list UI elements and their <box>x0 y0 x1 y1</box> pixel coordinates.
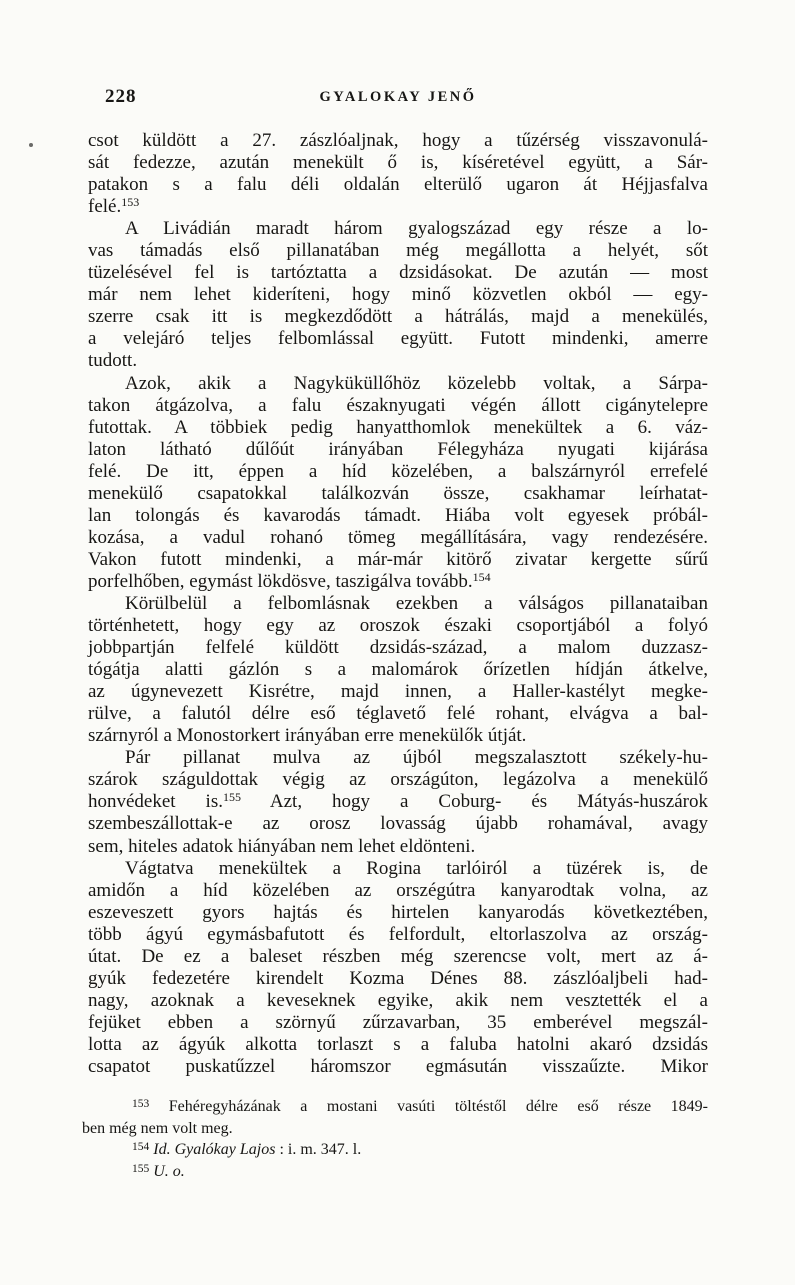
text-line <box>88 946 708 968</box>
footnote-ref: 154 <box>132 1141 150 1153</box>
text-run: fejüket ebben a szörnyű zűrzavarban, 35 emberével megszál- <box>88 1011 708 1033</box>
text-line <box>88 461 708 483</box>
page-header <box>88 86 708 110</box>
text-run: : i. m. 347. l. <box>275 1141 362 1158</box>
text-line <box>88 152 708 174</box>
text-line <box>88 880 708 902</box>
paragraph <box>82 1161 708 1183</box>
text-line <box>88 637 708 659</box>
text-line <box>88 858 708 880</box>
paragraph <box>88 130 708 218</box>
text-line <box>88 681 708 703</box>
paragraph <box>82 1139 708 1161</box>
text-run: szárnyról a Monostorkert irányában erre menekülők útját. <box>88 725 527 747</box>
text-line <box>88 262 708 284</box>
text-run: porfelhőben, egymást lökdösve, taszigálva tovább. <box>88 570 473 592</box>
text-line <box>88 1056 708 1078</box>
text-line <box>88 240 708 262</box>
text-run: tüzelésével fel is tartóztatta a dzsidásokat. De azután — most <box>88 262 708 284</box>
text-line <box>88 196 708 218</box>
text-run: sem, hiteles adatok hiányában nem lehet eldönteni. <box>88 835 476 857</box>
text-line <box>88 836 708 858</box>
text-line <box>88 593 708 615</box>
text-run: vas támadás első pillanatában még megállotta a helyét, sőt <box>88 240 708 262</box>
text-run: felé. De itt, éppen a híd közelében, a balszárnyról errefelé <box>88 460 708 482</box>
text-run: Fehéregyházának a mostani vasúti töltéstől délre eső része 1849- <box>149 1098 708 1115</box>
text-line <box>88 483 708 505</box>
text-line <box>82 1118 708 1140</box>
text-run: Pár pillanat mulva az újból megszalasztott székely-hu- <box>125 747 708 769</box>
text-line <box>88 902 708 924</box>
text-run: szárok száguldottak végig az országúton, legázolva a menekülő <box>88 769 708 791</box>
text-line <box>82 1139 708 1161</box>
body-text <box>88 130 708 1078</box>
text-run: felé. <box>88 196 122 218</box>
text-run: amidőn a híd közelében az orszégútra kanyarodtak volna, az <box>88 879 708 901</box>
footnote-ref: 155 <box>132 1162 150 1175</box>
text-run: lotta az ágyúk alkotta torlaszt s a faluba hatolni akaró dzsidás <box>88 1033 708 1055</box>
text-line <box>88 527 708 549</box>
citation-italic: U. o. <box>153 1162 185 1180</box>
text-line <box>88 130 708 152</box>
text-line <box>88 284 708 306</box>
text-run: csapatot puskatűzzel háromszor egmásután visszaűzte. Mikor <box>88 1055 708 1077</box>
text-line <box>88 218 708 240</box>
text-line <box>88 174 708 196</box>
text-run: szembeszállottak-e az orosz lovasság újabb rohamával, avagy <box>88 813 708 835</box>
text-run: Azok, akik a Nagyküküllőhöz közelebb voltak, a Sárpa- <box>125 372 708 394</box>
text-run: szerre csak itt is megkezdődött a hátrálás, majd a menekülés, <box>88 306 708 328</box>
text-run: tógátja alatti gázlón s a malomárok őrízetlen hídján átkelve, <box>88 659 708 681</box>
footnote-ref: 153 <box>121 195 140 210</box>
paragraph <box>82 1096 708 1139</box>
paragraph <box>88 593 708 747</box>
footnotes <box>82 1096 708 1182</box>
text-line <box>88 924 708 946</box>
text-run: takon átgázolva, a falu északnyugati végén állott cigánytelepre <box>88 394 708 416</box>
text-line <box>88 306 708 328</box>
text-run: történhetett, hogy egy az oroszok északi csoportjából a folyó <box>88 615 708 637</box>
text-run: Körülbelül a felbomlásnak ezekben a válságos pillanataiban <box>125 592 708 614</box>
footnote-ref: 154 <box>472 569 491 584</box>
text-run: menekülő csapatokkal találkozván össze, csakhamar leírhatat- <box>88 482 708 504</box>
text-run: csot küldött a 27. zászlóaljnak, hogy a tűzérség visszavonulá- <box>88 130 708 151</box>
text-run: ben még nem volt meg. <box>82 1119 233 1137</box>
paragraph <box>88 373 708 593</box>
text-line <box>88 328 708 350</box>
text-line <box>88 725 708 747</box>
text-run: útat. De ez a baleset részben még szerencse volt, mert az á- <box>88 945 708 967</box>
text-line <box>88 373 708 395</box>
text-run: Azt, hogy a Coburg- és Mátyás-huszárok <box>240 791 708 813</box>
text-run: jobbpartján felfelé küldött dzsidás-század, a malom duzzasz- <box>88 637 708 659</box>
text-run: lan tolongás és kavarodás támadt. Hiába volt egyesek próbál- <box>88 504 708 526</box>
text-run: patakon s a falu déli oldalán elterülő ugaron át Héjjasfalva <box>88 174 708 196</box>
text-line <box>88 439 708 461</box>
text-line <box>88 813 708 835</box>
text-line <box>82 1096 708 1118</box>
footnote-ref: 155 <box>222 790 241 805</box>
page-number: 228 <box>105 86 137 107</box>
text-run: Vágtatva menekültek a Rogina tarlóiról a tüzérek is, de <box>125 857 708 879</box>
text-run: honvédeket is. <box>88 791 223 813</box>
text-run: már nem lehet kideríteni, hogy minő közvetlen okból — egy- <box>88 284 708 306</box>
text-run: Vakon futott mindenki, a már-már kitörő zivatar kergette sűrű <box>88 548 708 570</box>
text-run: az úgynevezett Kisrétre, majd innen, a Haller-kastélyt megke- <box>88 681 708 703</box>
text-line <box>88 1034 708 1056</box>
text-line <box>88 615 708 637</box>
text-run: rülve, a falutól délre eső téglavető felé rohant, elvágva a bal- <box>88 703 708 725</box>
text-line <box>88 659 708 681</box>
text-run: eszeveszett gyors hajtás és hirtelen kanyarodás következtében, <box>88 901 708 923</box>
text-run: tudott. <box>88 350 138 372</box>
text-line <box>88 990 708 1012</box>
text-run: gyúk fedezetére kirendelt Kozma Dénes 88. zászlóaljbeli had- <box>88 967 708 989</box>
text-run: laton látható dűlőút irányában Félegyháza nyugati kijárása <box>88 438 708 460</box>
text-line <box>88 417 708 439</box>
text-run: kozása, a vadul rohanó tömeg megállítására, vagy rendezésére. <box>88 526 708 548</box>
paragraph <box>88 858 708 1078</box>
text-run: futottak. A többiek pedig hanyatthomlok menekültek a 6. váz- <box>88 416 708 438</box>
text-line <box>88 1012 708 1034</box>
text-line <box>88 747 708 769</box>
footnote-ref: 153 <box>132 1098 150 1110</box>
citation-italic: Id. Gyalókay Lajos <box>153 1141 276 1158</box>
text-run: a velejáró teljes felbomlással együtt. Futott mindenki, amerre <box>88 328 708 350</box>
text-run: A Livádián maradt három gyalogszázad egy része a lo- <box>125 218 708 240</box>
paragraph <box>88 218 708 372</box>
running-title: GYALOKAY JENŐ <box>319 89 477 105</box>
paragraph <box>88 747 708 857</box>
text-line <box>88 505 708 527</box>
text-run: több ágyú egymásbafutott és felfordult, eltorlaszolva az ország- <box>88 923 708 945</box>
text-run: nagy, azoknak a keveseknek egyike, akik nem vesztették el a <box>88 989 708 1011</box>
scan-speck <box>29 143 33 147</box>
text-line <box>88 395 708 417</box>
text-line <box>82 1161 708 1183</box>
text-line <box>88 769 708 791</box>
text-line <box>88 350 708 372</box>
text-line <box>88 571 708 593</box>
text-line <box>88 791 708 813</box>
text-line <box>88 968 708 990</box>
text-line <box>88 703 708 725</box>
text-run: sát fedezze, azután menekült ő is, kíséretével együtt, a Sár- <box>88 152 708 174</box>
text-line <box>88 549 708 571</box>
